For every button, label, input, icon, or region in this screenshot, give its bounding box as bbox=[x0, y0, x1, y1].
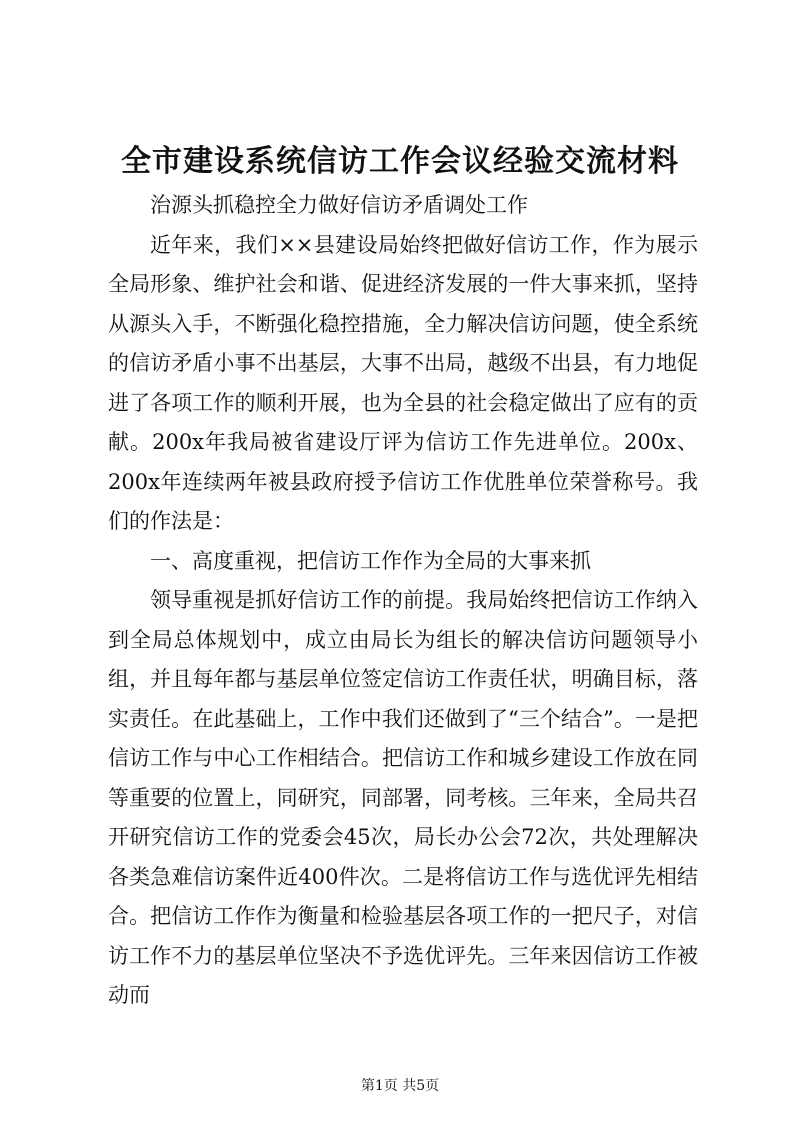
paragraph-section-1: 领导重视是抓好信访工作的前提。我局始终把信访工作纳入到全局总体规划中，成立由局长为组长的解决信访问题领导小组，并且每年都与基层单位签定信访工作责任状，明确目标，落实责任。在此基础上，工作中我们还做到了“三个结合”。一是把信访工作与中心工作相结合。把信访工作和城乡建设工作放在同等重要的位置上，同研究，同部署，同考核。三年来，全局共召开研究信访工作的党委会45次，局长办公会72次，共处理解决各类急难信访案件近400件次。二是将信访工作与选优评先相结合。把信访工作作为衡量和检验基层各项工作的一把尺子，对信访工作不力的基层单位坚决不予选优评先。三年来因信访工作被动而 bbox=[108, 588, 698, 1007]
document-title: 全市建设系统信访工作会议经验交流材料 bbox=[121, 144, 679, 179]
section-heading-1: 一、高度重视，把信访工作作为全局的大事来抓 bbox=[150, 548, 591, 573]
document-body bbox=[108, 186, 698, 1016]
document-subtitle: 治源头抓稳控全力做好信访矛盾调处工作 bbox=[150, 193, 528, 217]
paragraph-intro: 近年来，我们××县建设局始终把做好信访工作，作为展示全局形象、维护社会和谐、促进经济发展的一件大事来抓，坚持从源头入手，不断强化稳控措施，全力解决信访问题，使全系统的信访矛盾小事不出基层，大事不出局，越级不出县，有力地促进了各项工作的顺利开展，也为全县的社会稳定做出了应有的贡献。200x年我局被省建设厅评为信访工作先进单位。200x、200x年连续两年被县政府授予信访工作优胜单位荣誉称号。我们的作法是： bbox=[108, 232, 698, 533]
page-footer: 第1页 共5页 bbox=[360, 1078, 440, 1094]
